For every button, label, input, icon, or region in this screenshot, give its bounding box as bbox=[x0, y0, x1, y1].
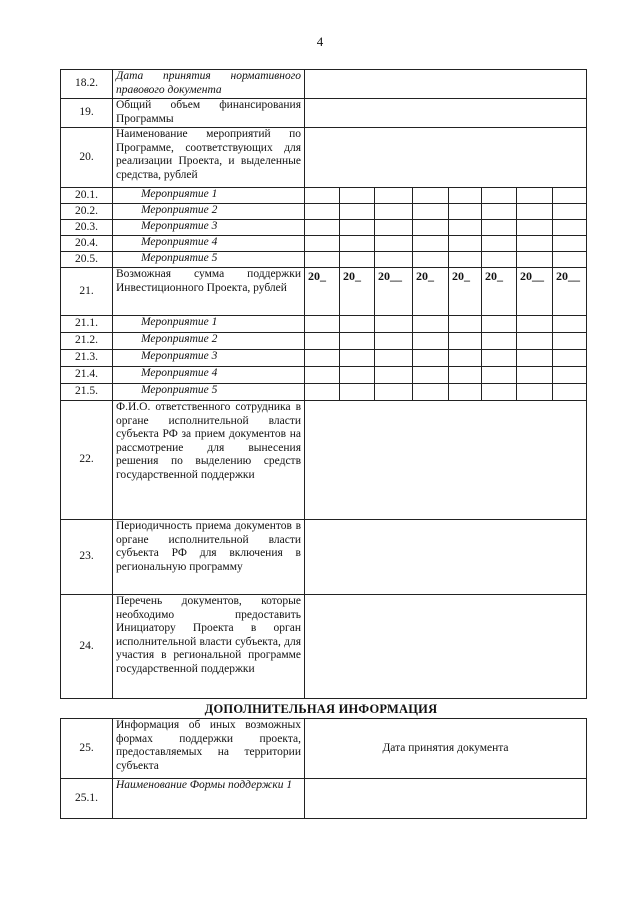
year-cell[interactable] bbox=[375, 316, 413, 333]
row-label: Ф.И.О. ответственного сотрудника в органе исполнительной власти субъекта РФ за прием документов на рассмотрение для вынесения решения по выделению средств государственной поддержки bbox=[113, 401, 305, 520]
row-label: Наименование Формы поддержки 1 bbox=[113, 779, 305, 819]
year-cell[interactable] bbox=[375, 350, 413, 367]
year-cell[interactable] bbox=[517, 367, 553, 384]
year-cell[interactable] bbox=[413, 236, 449, 252]
year-cell[interactable] bbox=[482, 220, 517, 236]
row-number: 21.5. bbox=[61, 384, 113, 401]
year-cell[interactable] bbox=[553, 236, 587, 252]
event-label: Мероприятие 1 bbox=[113, 188, 305, 204]
value-cell[interactable] bbox=[305, 595, 587, 699]
event-label: Мероприятие 1 bbox=[113, 316, 305, 333]
year-cell[interactable] bbox=[305, 350, 340, 367]
year-cell[interactable] bbox=[340, 188, 375, 204]
year-header[interactable]: 20__ bbox=[553, 268, 587, 316]
year-cell[interactable] bbox=[340, 350, 375, 367]
row-number: 21.3. bbox=[61, 350, 113, 367]
row-number: 20.5. bbox=[61, 252, 113, 268]
row-number: 21.4. bbox=[61, 367, 113, 384]
year-header[interactable]: 20_ bbox=[449, 268, 482, 316]
year-cell[interactable] bbox=[413, 252, 449, 268]
year-cell[interactable] bbox=[517, 204, 553, 220]
row-number: 23. bbox=[61, 520, 113, 595]
value-cell[interactable] bbox=[305, 779, 587, 819]
event-label: Мероприятие 4 bbox=[113, 236, 305, 252]
year-cell[interactable] bbox=[553, 384, 587, 401]
table-row bbox=[61, 333, 587, 350]
year-cell[interactable] bbox=[482, 236, 517, 252]
year-cell[interactable] bbox=[482, 204, 517, 220]
year-cell[interactable] bbox=[449, 252, 482, 268]
year-cell[interactable] bbox=[413, 350, 449, 367]
table-row bbox=[61, 367, 587, 384]
table-row bbox=[61, 384, 587, 401]
year-cell[interactable] bbox=[482, 384, 517, 401]
year-cell[interactable] bbox=[449, 220, 482, 236]
event-label: Мероприятие 2 bbox=[113, 204, 305, 220]
year-cell[interactable] bbox=[413, 220, 449, 236]
table-row bbox=[61, 401, 587, 520]
year-cell[interactable] bbox=[340, 384, 375, 401]
year-cell[interactable] bbox=[517, 384, 553, 401]
event-label: Мероприятие 3 bbox=[113, 350, 305, 367]
value-cell[interactable] bbox=[305, 99, 587, 128]
year-cell[interactable] bbox=[449, 236, 482, 252]
table-row bbox=[61, 204, 587, 220]
year-cell[interactable] bbox=[553, 333, 587, 350]
event-label: Мероприятие 5 bbox=[113, 252, 305, 268]
year-cell[interactable] bbox=[413, 316, 449, 333]
year-header[interactable]: 20_ bbox=[482, 268, 517, 316]
row-number: 21. bbox=[61, 268, 113, 316]
row-number: 20. bbox=[61, 128, 113, 188]
program-info-table bbox=[60, 69, 587, 699]
year-header[interactable]: 20_ bbox=[413, 268, 449, 316]
year-cell[interactable] bbox=[375, 252, 413, 268]
year-cell[interactable] bbox=[375, 204, 413, 220]
year-header[interactable]: 20_ bbox=[340, 268, 375, 316]
row-number: 19. bbox=[61, 99, 113, 128]
year-cell[interactable] bbox=[517, 350, 553, 367]
table-row bbox=[61, 99, 587, 128]
table-row bbox=[61, 350, 587, 367]
additional-info-table bbox=[60, 718, 587, 819]
table-row bbox=[61, 70, 587, 99]
year-cell[interactable] bbox=[305, 316, 340, 333]
year-cell[interactable] bbox=[413, 188, 449, 204]
year-cell[interactable] bbox=[553, 204, 587, 220]
year-cell[interactable] bbox=[449, 316, 482, 333]
year-cell[interactable] bbox=[482, 367, 517, 384]
year-cell[interactable] bbox=[482, 252, 517, 268]
table-row bbox=[61, 220, 587, 236]
year-cell[interactable] bbox=[340, 333, 375, 350]
year-cell[interactable] bbox=[449, 367, 482, 384]
year-cell[interactable] bbox=[517, 188, 553, 204]
year-cell[interactable] bbox=[482, 316, 517, 333]
row-number: 20.3. bbox=[61, 220, 113, 236]
section-title: ДОПОЛНИТЕЛЬНАЯ ИНФОРМАЦИЯ bbox=[204, 702, 438, 716]
row-number: 25.1. bbox=[61, 779, 113, 819]
year-cell[interactable] bbox=[482, 350, 517, 367]
year-cell[interactable] bbox=[413, 367, 449, 384]
year-cell[interactable] bbox=[517, 236, 553, 252]
row-number: 21.2. bbox=[61, 333, 113, 350]
year-cell[interactable] bbox=[305, 188, 340, 204]
row-label: Перечень документов, которые необходимо предоставить Инициатору Проекта в орган исполнительной власти субъекта, для участия в региональной программе государственной поддержки bbox=[113, 595, 305, 699]
event-label: Мероприятие 4 bbox=[113, 367, 305, 384]
row-label: Наименование мероприятий по Программе, соответствующих для реализации Проекта, и выделенные средства, рублей bbox=[113, 128, 305, 188]
year-cell[interactable] bbox=[375, 333, 413, 350]
year-cell[interactable] bbox=[375, 220, 413, 236]
year-cell[interactable] bbox=[340, 316, 375, 333]
row-number: 18.2. bbox=[61, 70, 113, 99]
year-cell[interactable] bbox=[482, 333, 517, 350]
year-cell[interactable] bbox=[305, 252, 340, 268]
year-cell[interactable] bbox=[305, 220, 340, 236]
year-header[interactable]: 20__ bbox=[517, 268, 553, 316]
year-cell[interactable] bbox=[517, 316, 553, 333]
year-cell[interactable] bbox=[449, 204, 482, 220]
table-row bbox=[61, 252, 587, 268]
year-cell[interactable] bbox=[375, 188, 413, 204]
year-cell[interactable] bbox=[375, 384, 413, 401]
year-cell[interactable] bbox=[413, 204, 449, 220]
table-row bbox=[61, 719, 587, 779]
year-cell[interactable] bbox=[553, 188, 587, 204]
table-row bbox=[61, 779, 587, 819]
row-label: Информация об иных возможных формах поддержки проекта, предоставляемых на территории субъекта bbox=[113, 719, 305, 779]
year-cell[interactable] bbox=[340, 204, 375, 220]
page-number: 4 bbox=[316, 34, 324, 49]
table-row bbox=[61, 316, 587, 333]
row-label: Общий объем финансирования Программы bbox=[113, 99, 305, 128]
year-cell[interactable] bbox=[517, 220, 553, 236]
event-label: Мероприятие 2 bbox=[113, 333, 305, 350]
year-cell[interactable] bbox=[553, 367, 587, 384]
row-number: 22. bbox=[61, 401, 113, 520]
year-cell[interactable] bbox=[553, 350, 587, 367]
table-row bbox=[61, 268, 587, 316]
year-cell[interactable] bbox=[305, 333, 340, 350]
year-cell[interactable] bbox=[553, 220, 587, 236]
year-cell[interactable] bbox=[413, 384, 449, 401]
table-row bbox=[61, 236, 587, 252]
year-cell[interactable] bbox=[340, 367, 375, 384]
row-number: 24. bbox=[61, 595, 113, 699]
row-number: 25. bbox=[61, 719, 113, 779]
year-cell[interactable] bbox=[449, 188, 482, 204]
row-label: Периодичность приема документов в органе исполнительной власти субъекта РФ для включения в региональную программу bbox=[113, 520, 305, 595]
table-row bbox=[61, 520, 587, 595]
year-cell[interactable] bbox=[413, 333, 449, 350]
year-cell[interactable] bbox=[449, 333, 482, 350]
year-cell[interactable] bbox=[340, 220, 375, 236]
row-number: 21.1. bbox=[61, 316, 113, 333]
row-number: 20.2. bbox=[61, 204, 113, 220]
year-cell[interactable] bbox=[553, 252, 587, 268]
value-cell[interactable] bbox=[305, 401, 587, 520]
document-date-cell[interactable]: Дата принятия документа bbox=[305, 719, 587, 779]
year-cell[interactable] bbox=[449, 384, 482, 401]
year-cell[interactable] bbox=[305, 367, 340, 384]
event-label: Мероприятие 5 bbox=[113, 384, 305, 401]
year-cell[interactable] bbox=[517, 252, 553, 268]
table-row bbox=[61, 128, 587, 188]
year-header[interactable]: 20__ bbox=[375, 268, 413, 316]
event-label: Мероприятие 3 bbox=[113, 220, 305, 236]
year-cell[interactable] bbox=[449, 350, 482, 367]
year-cell[interactable] bbox=[517, 333, 553, 350]
row-label: Дата принятия нормативного правового документа bbox=[113, 70, 305, 99]
year-cell[interactable] bbox=[340, 236, 375, 252]
year-cell[interactable] bbox=[375, 236, 413, 252]
table-row bbox=[61, 595, 587, 699]
value-cell[interactable] bbox=[305, 520, 587, 595]
value-cell[interactable] bbox=[305, 70, 587, 99]
year-cell[interactable] bbox=[305, 384, 340, 401]
table-row bbox=[61, 188, 587, 204]
year-header[interactable]: 20_ bbox=[305, 268, 340, 316]
year-cell[interactable] bbox=[305, 204, 340, 220]
year-cell[interactable] bbox=[375, 367, 413, 384]
year-cell[interactable] bbox=[340, 252, 375, 268]
row-number: 20.1. bbox=[61, 188, 113, 204]
year-cell[interactable] bbox=[553, 316, 587, 333]
year-cell[interactable] bbox=[482, 188, 517, 204]
year-cell[interactable] bbox=[305, 236, 340, 252]
row-number: 20.4. bbox=[61, 236, 113, 252]
row-label: Возможная сумма поддержки Инвестиционного Проекта, рублей bbox=[113, 268, 305, 316]
value-cell[interactable] bbox=[305, 128, 587, 188]
